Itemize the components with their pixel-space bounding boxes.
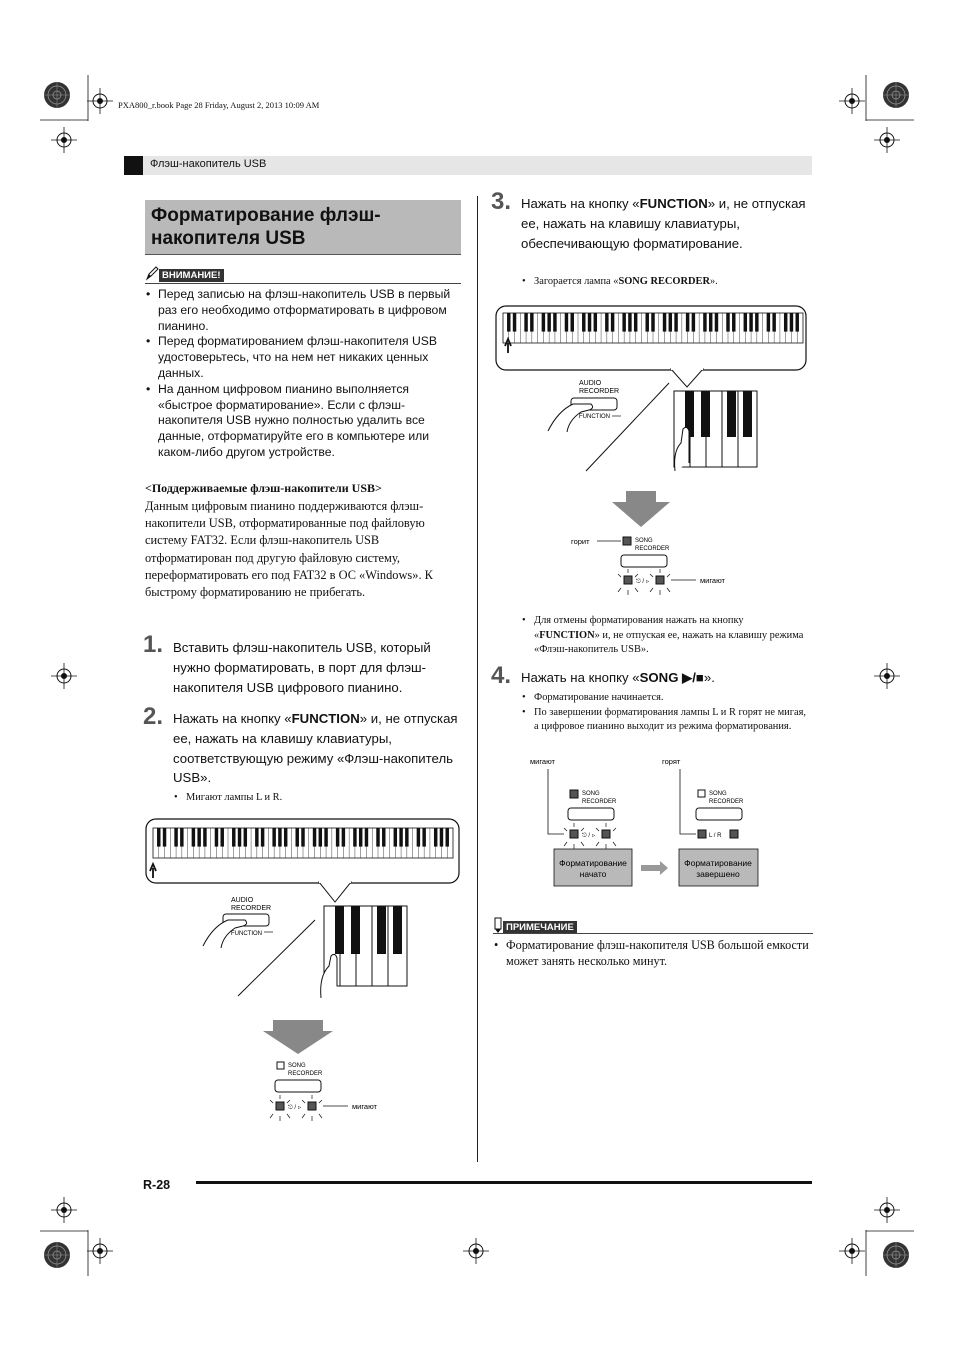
function-text: FUNCTION	[579, 414, 610, 420]
step-1-number: 1.	[143, 631, 164, 658]
step-3-note-pre: Загорается лампа «	[534, 276, 619, 287]
keyboard-mini	[503, 313, 803, 343]
caution-label: ВНИМАНИЕ!	[159, 269, 224, 282]
recorder-text: RECORDER	[231, 905, 272, 912]
footer-rule	[196, 1181, 812, 1184]
recorder-text-2: RECORDER	[288, 1071, 323, 1077]
step-4-post: ».	[703, 670, 715, 685]
down-arrow-icon	[612, 491, 670, 527]
song-text: SONG	[582, 791, 600, 797]
song-text: SONG	[288, 1063, 306, 1069]
supported-heading: <Поддерживаемые флэш-накопители USB>	[145, 481, 382, 495]
format-done-line2: завершено	[696, 869, 740, 879]
cancel-pre: Для отмены форматирования нажать на кнопку «	[534, 615, 744, 641]
recorder-text-2: RECORDER	[635, 546, 670, 552]
lr-lamps	[618, 569, 670, 595]
step-2-pre: Нажать на кнопку «	[173, 711, 292, 726]
step-3-number: 3.	[491, 188, 512, 215]
step-2-number: 2.	[143, 703, 164, 730]
audio-text: AUDIO	[231, 897, 254, 904]
lr-icon-text: ⎋ / ⊳	[288, 1105, 302, 1111]
figure-step-3	[493, 303, 813, 603]
note-label: ПРИМЕЧАНИЕ	[503, 921, 577, 934]
caution-item: • На данном цифровом пианино выполняется «быстрое форматирование». Если с флэш-накопителя USB нужно полностью удалить все данные, отформатируйте его в компьютере или каком-либо другом устройстве.	[145, 382, 463, 461]
keys-closeup	[674, 391, 757, 471]
step-4-pre: Нажать на кнопку «	[521, 670, 640, 685]
step-4-note: • По завершении форматирования лампы L и R горят не мигая, а цифровое пианино выходит из режима форматирования.	[521, 706, 806, 735]
step-3-note	[521, 275, 811, 290]
step-4-note: • Форматирование начинается.	[521, 691, 806, 706]
lit-label: горит	[571, 537, 590, 546]
lit-label: горят	[662, 757, 681, 766]
step-3-note-post: ».	[709, 276, 718, 287]
caution-header	[145, 265, 224, 283]
song-recorder-label: SONG RECORDER	[618, 276, 710, 287]
step-3-post: » и, не отпуская ее, нажать на клавишу клавиатуры, обеспечивающую форматирование.	[521, 196, 806, 251]
recorder-text: RECORDER	[579, 388, 620, 395]
format-started-line2: начато	[579, 869, 607, 879]
column-divider	[477, 196, 478, 1162]
supported-body: Данным цифровым пианино поддерживаются флэш-накопители USB, отформатированные под файловую систему FAT32. Если флэш-накопитель USB отформатирован под другую файловую систему, переформатировать его под FAT32 в ОС «Windows». К быстрому форматированию не прибегать.	[145, 499, 433, 600]
down-arrow-icon	[263, 1020, 333, 1054]
cancel-notes	[521, 614, 811, 658]
section-header-marker	[124, 156, 143, 175]
caution-list	[145, 287, 463, 461]
recorder-text-2: RECORDER	[582, 799, 617, 805]
blinking-label: мигают	[352, 1102, 377, 1111]
figure-step-4	[528, 755, 768, 890]
pencil-icon	[493, 917, 503, 933]
step-3-text	[521, 194, 811, 253]
step-4-number: 4.	[491, 662, 512, 689]
page-number: R-28	[143, 1178, 171, 1192]
keys-closeup	[321, 906, 407, 998]
step-2-notes	[173, 791, 463, 806]
song-text: SONG	[635, 538, 653, 544]
format-done-line1: Форматирование	[684, 858, 752, 868]
lr-icon-text: ⎋ / ⊳	[582, 833, 596, 839]
lr-icon-text: ⎋ / ⊳	[636, 579, 650, 585]
song-text-2: SONG	[709, 791, 727, 797]
cancel-post: » и, не отпуская ее, нажать на клавишу режима «Флэш-накопитель USB».	[534, 629, 804, 655]
figure-step-2	[143, 816, 463, 1126]
step-4-notes	[521, 691, 806, 735]
step-3-pre: Нажать на кнопку «	[521, 196, 640, 211]
step-2-post: » и, не отпуская ее, нажать на клавишу клавиатуры, соответствующую режиму «Флэш-накопитель USB».	[173, 711, 458, 786]
caution-item: • Перед форматированием флэш-накопителя USB удостоверьтесь, что на нем нет никаких ценных данных.	[145, 334, 463, 381]
page-title: Форматирование флэш-накопителя USB	[151, 205, 381, 249]
keyboard-mini	[153, 828, 453, 858]
function-text: FUNCTION	[231, 931, 262, 937]
audio-text: AUDIO	[579, 380, 602, 387]
pencil-icon	[145, 265, 159, 281]
blinking-label: мигают	[700, 576, 725, 585]
song-key-label: SONG ▶/■	[639, 670, 704, 685]
section-header: Флэш-накопитель USB	[150, 158, 267, 170]
lr-text: L / R	[709, 833, 722, 839]
right-arrow-icon	[641, 861, 668, 875]
function-key-label: FUNCTION	[539, 629, 595, 641]
step-3-notes	[521, 275, 811, 290]
note-item: • Форматирование флэш-накопителя USB большой емкости может занять несколько минут.	[493, 937, 811, 969]
caution-item: • Перед записью на флэш-накопитель USB в первый раз его необходимо отформатировать в цифровом пианино.	[145, 287, 463, 334]
note-rule	[493, 933, 813, 934]
caution-rule	[145, 283, 461, 284]
step-1-text: Вставить флэш-накопитель USB, который нужно форматировать, в порт для флэш-накопителя USB цифрового пианино.	[173, 640, 431, 695]
file-info: PXA800_r.book Page 28 Friday, August 2, 2013 10:09 AM	[118, 100, 320, 110]
format-started-line1: Форматирование	[559, 858, 627, 868]
step-2-note: • Мигают лампы L и R.	[173, 791, 463, 806]
cancel-note	[521, 614, 811, 658]
function-key-label: FUNCTION	[291, 711, 360, 726]
step-4-text	[521, 668, 811, 688]
note-list	[493, 937, 811, 969]
function-key-label: FUNCTION	[639, 196, 708, 211]
blinking-label: мигают	[530, 757, 555, 766]
recorder-text-3: RECORDER	[709, 799, 744, 805]
step-2-text	[173, 709, 465, 788]
lr-lamps	[270, 1095, 322, 1121]
